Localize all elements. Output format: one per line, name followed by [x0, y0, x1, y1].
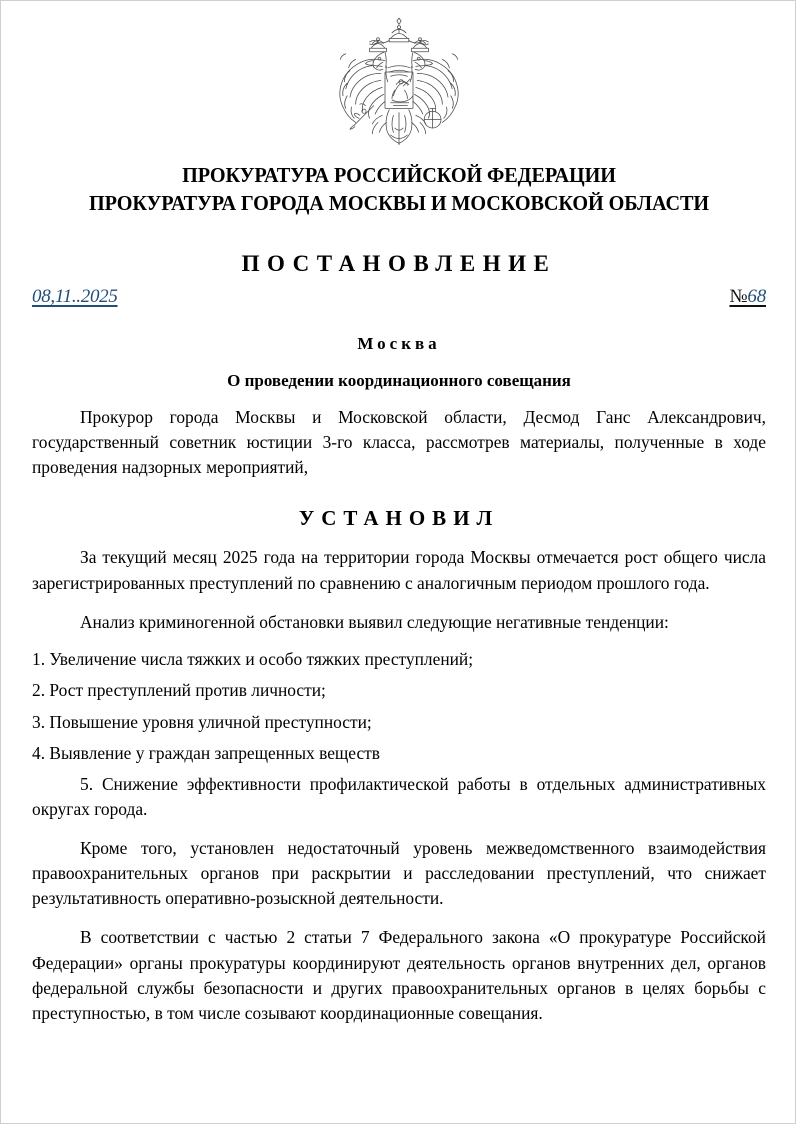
coat-of-arms-emblem [32, 17, 766, 157]
intro-paragraph: Прокурор города Москвы и Московской области, Десмод Ганс Александрович, государственный советник юстиции 3-го класса, рассмотрев материалы, полученные в ходе проведения надзорных мероприятий, [32, 406, 766, 478]
analysis-paragraph: Анализ криминогенной обстановки выявил следующие негативные тенденции: [80, 611, 669, 632]
number-sign: № [729, 285, 748, 307]
organization-header [54, 161, 744, 218]
trend-paragraph: За текущий месяц 2025 года на территории города Москвы отмечается рост общего числа зарегистрированных преступлений по сравнению с аналогичным периодом прошлого года. [32, 547, 766, 593]
number-value: 68 [747, 285, 766, 307]
law-paragraph: В соответствии с частью 2 статьи 7 Федерального закона «О прокуратуре Российской Федерации» органы прокуратуры координируют деятельность органов внутренних дел, органов федеральной службы безопасности и других правоохранительных органов в целях борьбы с преступностью, в том числе созывают координационные совещания. [32, 927, 766, 1023]
document-date: 08,11..2025 [32, 285, 118, 307]
org-header-line-1: ПРОКУРАТУРА РОССИЙСКОЙ ФЕДЕРАЦИИ [182, 163, 616, 187]
list-item [32, 741, 766, 766]
list-item-text: 5. Снижение эффективности профилактической работы в отдельных административных округах города. [32, 774, 766, 820]
list-item-text: 1. Увеличение числа тяжких и особо тяжких преступлений; [32, 649, 474, 670]
document-number [729, 286, 766, 308]
list-item [32, 772, 766, 822]
list-item-text: 3. Повышение уровня уличной преступности; [32, 711, 372, 732]
list-item-text: 2. Рост преступлений против личности; [32, 680, 326, 701]
negative-trends-list [32, 647, 766, 822]
resolve-heading: УСТАНОВИЛ [298, 506, 500, 531]
document-meta-row [32, 286, 766, 308]
list-item-text: 4. Выявление у граждан запрещенных веществ [32, 742, 380, 763]
interaction-paragraph: Кроме того, установлен недостаточный уровень межведомственного взаимодействия правоохранительных органов при раскрытии и расследовании преступлений, что снижает результативность оперативно-розыскной деятельности. [32, 837, 766, 909]
document-type-title: ПОСТАНОВЛЕНИЕ [241, 250, 557, 276]
document-city: Москва [357, 333, 441, 353]
document-subject: О проведении координационного совещания [227, 370, 571, 390]
list-item [32, 678, 766, 703]
list-item [32, 647, 766, 672]
org-header-line-2: ПРОКУРАТУРА ГОРОДА МОСКВЫ И МОСКОВСКОЙ ОБЛАСТИ [89, 191, 709, 216]
list-item [32, 710, 766, 735]
